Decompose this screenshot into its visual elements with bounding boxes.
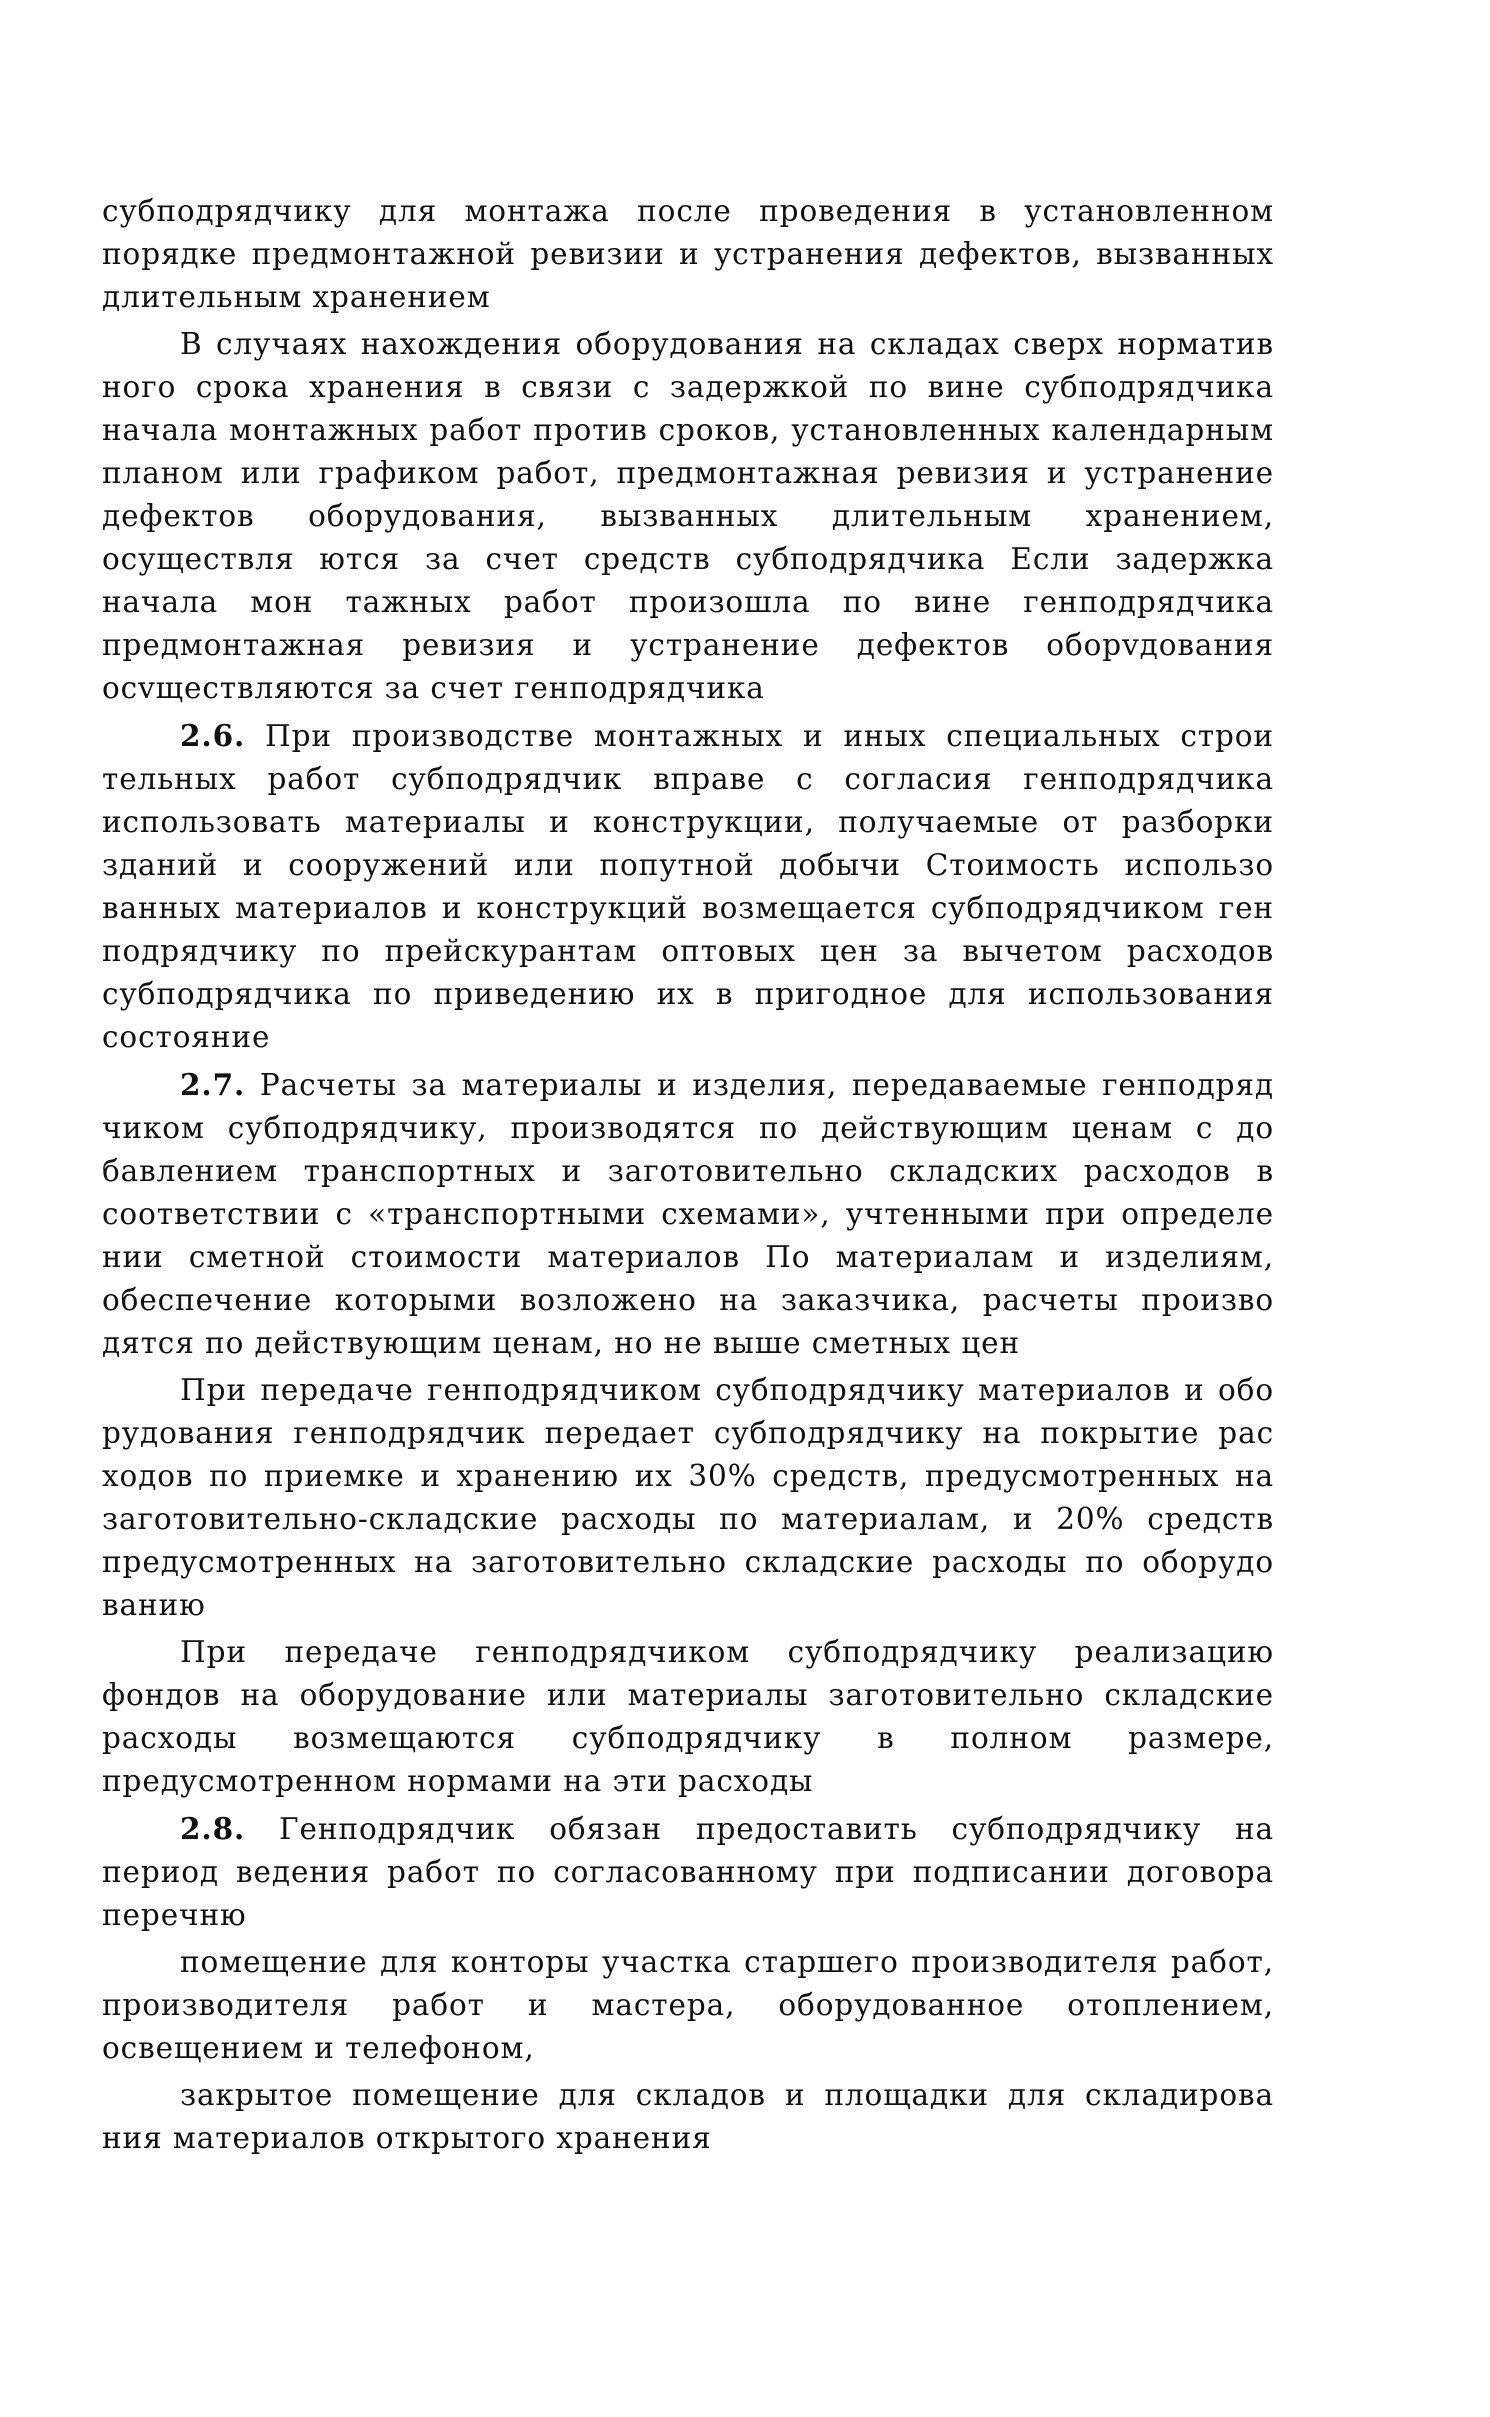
paragraph-continuation [102, 190, 1274, 319]
section-number: 2.7. [180, 1067, 246, 1102]
paragraph-text: субподрядчику для монтажа после проведения в установленном порядке предмонтажной ревизии и устранения дефектов, вызванных длительным хранением [102, 194, 1274, 314]
paragraph-office-premises [102, 1941, 1274, 2070]
paragraph-warehouse-premises [102, 2074, 1274, 2160]
paragraph-text: Расчеты за материалы и изделия, передаваемые генподряд чиком субподрядчику, производятся по действующим ценам с до бавлением транспортных и заготовительно складских расходов в соответствии с «транспортными схемами», учтенными при определе нии сметной стоимости материалов По материалам и изделиям, обеспечение которыми возложено на заказчика, расчеты произво дятся по действующим ценам, но не выше сметных цен [102, 1068, 1275, 1360]
paragraph-text: При производстве монтажных и иных специальных строи тельных работ субподрядчик вправе с согласия генподрядчика использовать материалы и конструкции, получаемые от разборки зданий и сооружений или попутной добычи Стоимость использо ванных материалов и конструкций возмещается субподрядчиком ген подрядчику по прейскурантам оптовых цен за вычетом расходов субподрядчика по приведению их в пригодное для использования состояние [102, 719, 1274, 1054]
section-number: 2.8. [180, 1811, 246, 1846]
document-page [102, 190, 1274, 2160]
paragraph-2-8 [102, 1807, 1274, 1937]
paragraph-storage-overdue [102, 323, 1274, 710]
paragraph-text: закрытое помещение для складов и площадки для складирова ния материалов открытого хранения [102, 2078, 1274, 2155]
paragraph-text: помещение для конторы участка старшего производителя работ, производителя работ и мастера, оборудованное отоплением, освещением и телефоном, [102, 1945, 1274, 2065]
paragraph-text: При передаче генподрядчиком субподрядчику материалов и обо рудования генподрядчик передает субподрядчику на покрытие рас ходов по приемке и хранению их 30% средств, предусмотренных на заготовительно-складские расходы по материалам, и 20% средств предусмотренных на заготовительно складские расходы по оборудо ванию [102, 1373, 1274, 1622]
paragraph-transfer-materials [102, 1369, 1274, 1627]
section-number: 2.6. [180, 718, 246, 753]
paragraph-2-6 [102, 714, 1274, 1059]
paragraph-2-7 [102, 1063, 1274, 1365]
paragraph-text: Генподрядчик обязан предоставить субподрядчику на период ведения работ по согласованному при подписании договора перечню [102, 1812, 1274, 1932]
paragraph-text: В случаях нахождения оборудования на складах сверх норматив ного срока хранения в связи с задержкой по вине субподрядчика начала монтажных работ против сроков, установленных календарным планом или графиком работ, предмонтажная ревизия и устранение дефектов оборудования, вызванных длительным хранением, осуществля ются за счет средств субподрядчика Если задержка начала мон тажных работ произошла по вине генподрядчика предмонтажная ревизия и устранение дефектов оборvдования осvществляются за счет генподрядчика [102, 327, 1274, 705]
paragraph-text: При передаче генподрядчиком субподрядчику реализацию фондов на оборудование или материалы заготовительно складские расходы возмещаются субподрядчику в полном размере, предусмотренном нормами на эти расходы [102, 1635, 1274, 1798]
paragraph-transfer-funds [102, 1631, 1274, 1803]
